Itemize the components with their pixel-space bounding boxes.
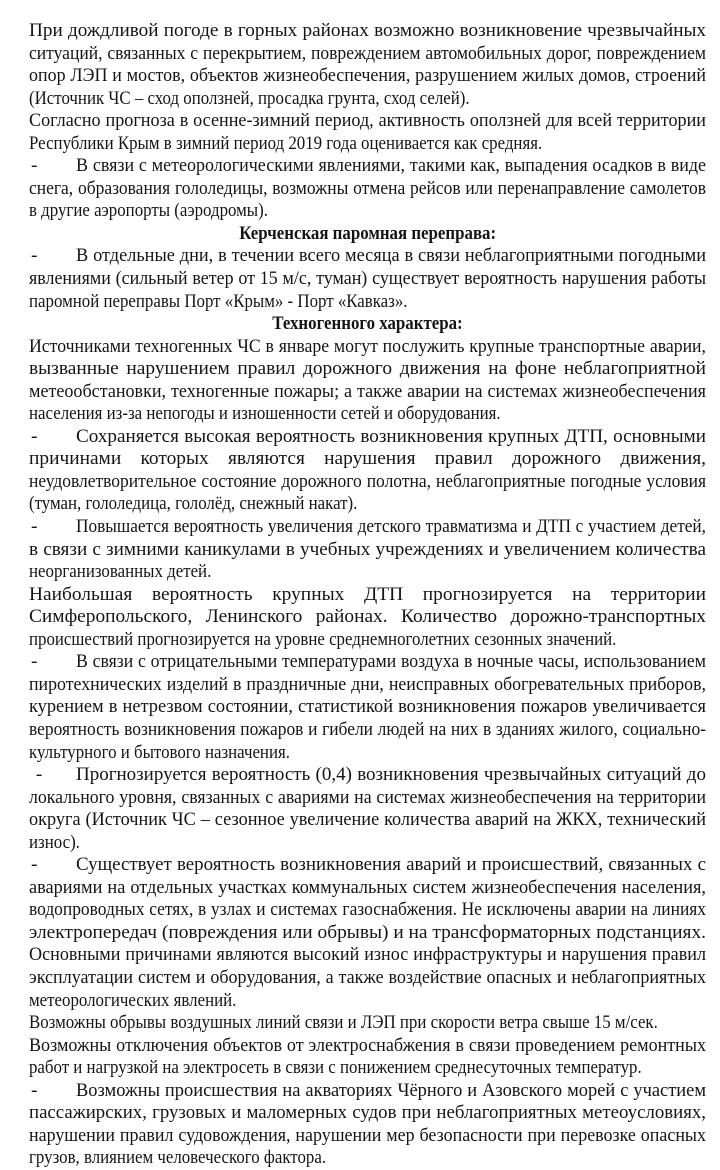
paragraph-line-text: водопроводных сетях, в узлах и системах газоснабжения. Не исключены аварии на линиях [29,899,706,921]
paragraph-last-line [29,1057,706,1080]
paragraph-line-text: пассажирских, грузовых и маломерных судов при неблагоприятных метеоусловиях, [29,1102,706,1124]
paragraph-line-text: неорганизованных детей. [29,561,212,583]
paragraph-line [29,20,706,43]
paragraph-line-text: В связи с отрицательными температурами воздуха в ночные часы, использованием [76,651,706,673]
paragraph-line-text: округа (Источник ЧС – сезонное увеличение количества аварий на ЖКХ, технический [29,809,706,831]
paragraph-line [29,539,706,562]
bullet-dash: - [31,245,38,267]
paragraph-last-line [29,291,706,314]
paragraph-last-line [29,832,706,855]
paragraph-line-text: В отдельные дни, в течении всего месяца в связи неблагоприятными погодными [76,245,706,267]
paragraph-line-text: локального уровня, связанных с авариями на системах жизнеобеспечения на территории [29,786,706,808]
paragraph-last-line [29,200,706,223]
paragraph-line-text: В связи с метеорологическими явлениями, такими как, выпадения осадков в виде [76,155,706,177]
paragraph-line [29,336,706,359]
bullet-line [29,245,706,268]
paragraph-line [29,696,706,719]
paragraph-line [29,1125,706,1148]
section-heading [29,313,706,336]
paragraph-line-text: ситуаций, связанных с перекрытием, повреждением автомобильных дорог, повреждением [29,42,706,64]
paragraph-line [29,877,706,900]
paragraph-line-text: в связи с зимними каникулами в учебных учреждениях и увеличением количества [29,538,706,560]
paragraph-line-text: электропередач (повреждения или обрывы) и на трансформаторных подстанциях. [29,921,706,943]
paragraph-line [29,787,706,810]
paragraph-line-text: авариями на отдельных участках коммунальных систем жизнеобеспечения населения, [29,876,706,898]
paragraph-last-line [29,742,706,765]
paragraph-line [29,178,706,201]
paragraph-line-text: опор ЛЭП и мостов, объектов жизнеобеспечения, разрушением жилых домов, строений [29,65,706,87]
bullet-dash: - [31,764,43,786]
paragraph-last-line [29,561,706,584]
paragraph-line [29,65,706,88]
section-heading-text: Керченская паромная переправа: [239,222,496,244]
paragraph-line-text: Повышается вероятность увеличения детского травматизма и ДТП с участием детей, [76,516,706,538]
paragraph-line-text: работ и нагрузкой на электросеть в связи с понижением среднесуточных температур. [29,1057,642,1079]
bullet-dash: - [31,425,38,447]
bullet-line [29,1080,706,1103]
bullet-line [29,651,706,674]
bullet-line [29,854,706,877]
paragraph-line-text: паромной переправы Порт «Крым» - Порт «Кавказ». [29,290,408,312]
paragraph-line [29,358,706,381]
paragraph-line-text: в другие аэропорты (аэродромы). [29,200,268,222]
paragraph-line [29,674,706,697]
paragraph-line-text: курением в нетрезвом состоянии, статистикой возникновения пожаров увеличивается [29,696,706,718]
section-heading [29,223,706,246]
paragraph-line-text: Возможны отключения объектов от электроснабжения в связи проведением ремонтных [29,1034,706,1056]
paragraph-line [29,967,706,990]
bullet-dash: - [31,1079,38,1101]
paragraph-line-text: Возможны происшествия на акваториях Чёрного и Азовского морей с участием [76,1079,706,1101]
paragraph-line [29,268,706,291]
paragraph-line-text: вероятность возникновения пожаров и гибели людей на них в зданиях жилого, социально- [29,718,706,740]
document-body [29,20,706,1170]
paragraph-last-line [29,88,706,111]
paragraph-line-text: метеорологических явлений. [29,989,237,1011]
paragraph-line [29,719,706,742]
paragraph-line-text: Согласно прогноза в осенне-зимний период, активность оползней для всей территории [29,110,706,132]
paragraph-line-text: Прогнозируется вероятность (0,4) возникновения чрезвычайных ситуаций до [76,764,706,786]
paragraph-line-text: нарушении правил судовождения, нарушении мер безопасности при перевозке опасных [29,1124,706,1146]
paragraph-line-text: Симферопольского, Ленинского районах. Количество дорожно-транспортных [29,606,706,628]
paragraph-line-text: снега, образования гололедицы, возможны отмена рейсов или перенаправление самолетов [29,177,706,199]
bullet-line [29,764,706,787]
paragraph-line-text: причинами которых являются нарушения правил дорожного движения, [29,448,706,470]
paragraph-line [29,43,706,66]
paragraph-line-text: вызванные нарушением правил дорожного движения на фоне неблагоприятной [29,358,706,380]
paragraph-line [29,1102,706,1125]
paragraph-line-text: При дождливой погоде в горных районах возможно возникновение чрезвычайных [29,20,706,41]
bullet-dash: - [31,651,38,673]
paragraph-last-line [29,629,706,652]
paragraph-line-text: Основными причинами являются высокий износ инфраструктуры и нарушения правил [29,944,706,966]
paragraph-line [29,606,706,629]
paragraph-line [29,899,706,922]
bullet-line [29,516,706,539]
paragraph-line-text: метеообстановки, техногенные пожары; а также аварии на системах жизнеобеспечения [29,380,706,402]
paragraph-line-text: Наибольшая вероятность крупных ДТП прогнозируется на территории [29,583,706,605]
paragraph-line-text: явлениями (сильный ветер от 15 м/с, туман) существует вероятность нарушения работы [29,268,706,290]
paragraph-last-line [29,1147,706,1170]
paragraph-line [29,944,706,967]
paragraph-last-line [29,1012,706,1035]
paragraph-line-text: (Источник ЧС – сход оползней, просадка грунта, сход селей). [29,87,470,109]
paragraph-line [29,584,706,607]
section-heading-text: Техногенного характера: [272,313,463,335]
paragraph-line-text: Возможны обрывы воздушных линий связи и ЛЭП при скорости ветра свыше 15 м/сек. [29,1012,658,1034]
bullet-dash: - [31,155,38,177]
paragraph-line [29,922,706,945]
paragraph-line-text: грузов, влиянием человеческого фактора. [29,1147,327,1169]
paragraph-line-text: Республики Крым в зимний период 2019 года оценивается как средняя. [29,132,543,154]
paragraph-last-line [29,493,706,516]
paragraph-line-text: Существует вероятность возникновения аварий и происшествий, связанных с [76,854,706,876]
paragraph-line [29,1035,706,1058]
paragraph-line-text: населения из-за непогоды и изношенности сетей и оборудования. [29,403,501,425]
paragraph-line-text: пиротехнических изделий в праздничные дни, неисправных обогревательных приборов, [29,673,706,695]
paragraph-line-text: неудовлетворительное состояние дорожного полотна, неблагоприятные погодные условия [29,470,706,492]
bullet-dash: - [31,854,38,876]
paragraph-line [29,110,706,133]
paragraph-line [29,809,706,832]
paragraph-line-text: (туман, гололедица, гололёд, снежный накат). [29,493,358,515]
bullet-line [29,426,706,449]
paragraph-line-text: Сохраняется высокая вероятность возникновения крупных ДТП, основными [76,425,706,447]
paragraph-line [29,448,706,471]
paragraph-line-text: культурного и бытового назначения. [29,741,290,763]
paragraph-last-line [29,990,706,1013]
paragraph-line-text: происшествий прогнозируется на уровне среднемноголетних сезонных значений. [29,628,617,650]
paragraph-line [29,471,706,494]
paragraph-line-text: износ). [29,831,80,853]
paragraph-last-line [29,133,706,156]
bullet-line [29,155,706,178]
paragraph-line-text: Источниками техногенных ЧС в январе могут послужить крупные транспортные аварии, [29,335,706,357]
bullet-dash: - [31,516,38,538]
paragraph-line-text: эксплуатации систем и оборудования, а также воздействие опасных и неблагоприятных [29,966,706,988]
paragraph-line [29,381,706,404]
paragraph-last-line [29,403,706,426]
